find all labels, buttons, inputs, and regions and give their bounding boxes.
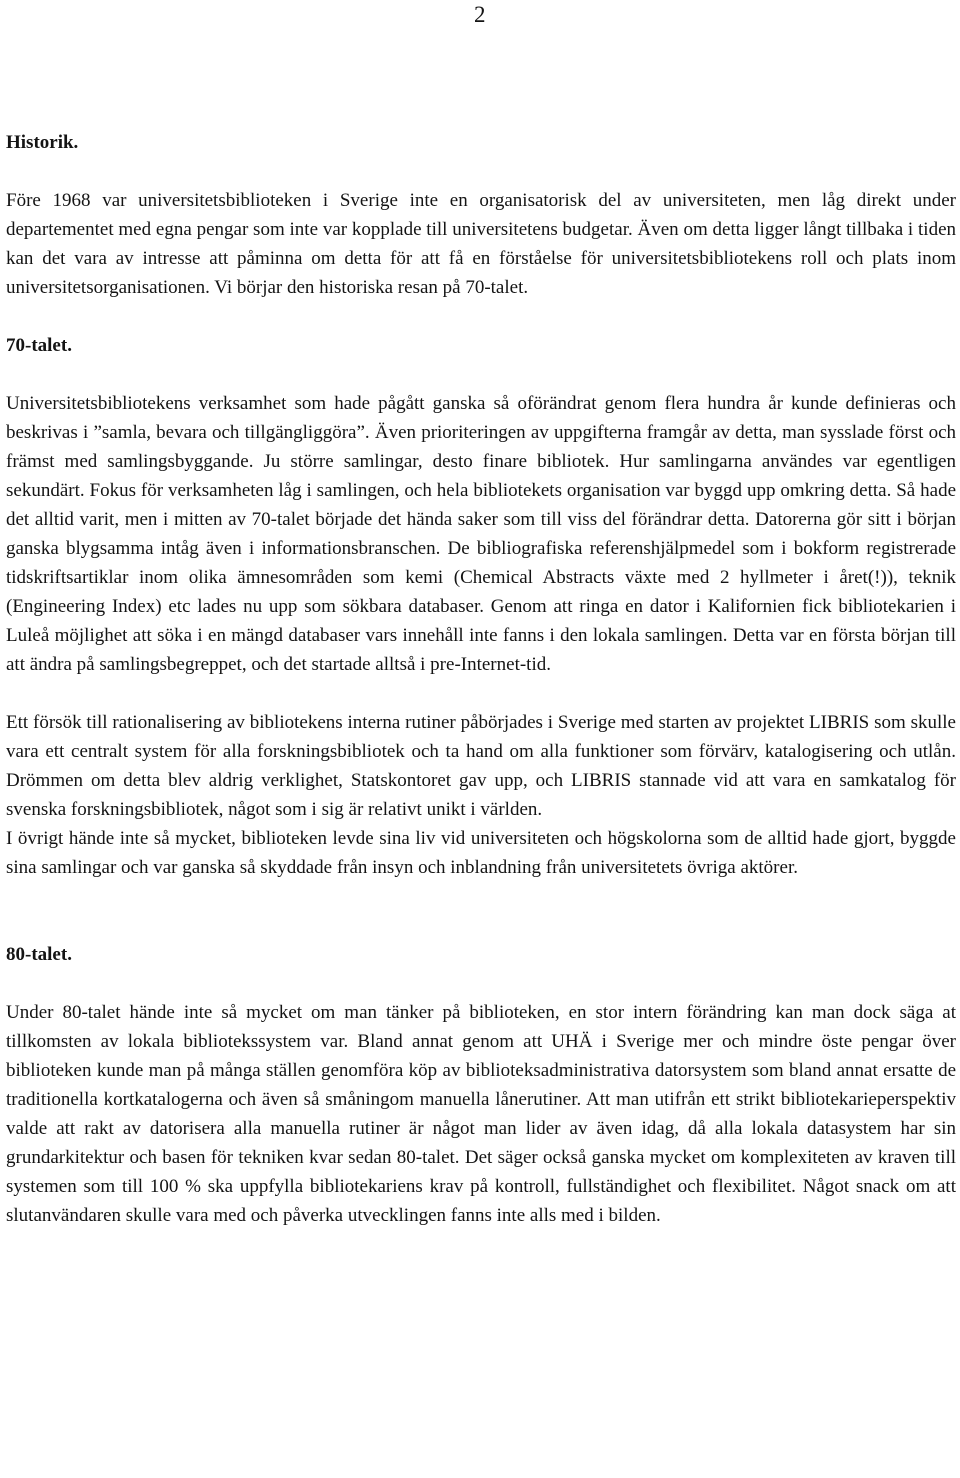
paragraph-70-talet-3: I övrigt hände inte så mycket, biblioteken levde sina liv vid universiteten och högskolorna som de alltid hade gjort, byggde sina samlingar och var ganska så skyddade från insyn och inblandning från universitetets övriga aktörer. <box>6 828 956 878</box>
heading-historik: Historik. <box>6 132 79 153</box>
heading-70-talet: 70-talet. <box>6 335 72 356</box>
paragraph-80-talet-1: Under 80-talet hände inte så mycket om man tänker på biblioteken, en stor intern förändring kan man dock säga at tillkomsten av lokala bibliotekssystem var. Bland annat genom att UHÄ i Sverige mer och mindre öste pengar över biblioteken kunde man på många ställen genomföra köp av biblioteksadministrativa datorsystem som bland annat ersatte de traditionella kortkatalogerna och även så småningom manuella lånerutiner. Att man utifrån ett strikt bibliotekarieperspektiv valde att rakt av datorisera alla manuella rutiner är något man lider av även idag, då alla lokala datasystem har sin grundarkitektur och basen för tekniken kvar sedan 80-talet. Det säger också ganska mycket om komplexiteten av kraven till systemen som till 100 % ska uppfylla bibliotekariens krav på kontroll, fullständighet och flexibilitet. Något snack om att slutanvändaren skulle vara med och påverka utvecklingen fanns inte alls med i bilden. <box>6 1002 956 1226</box>
paragraph-70-talet-2: Ett försök till rationalisering av bibliotekens interna rutiner påbörjades i Sverige med starten av projektet LIBRIS som skulle vara ett centralt system för alla forskningsbibliotek och ta hand om alla funktioner som förvärv, katalogisering och utlån. Drömmen om detta blev aldrig verklighet, Statskontoret gav upp, och LIBRIS stannade vid att vara en samkatalog för svenska forskningsbibliotek, något som i sig är relativt unikt i världen. <box>6 712 956 820</box>
paragraph-historik-1: Före 1968 var universitetsbiblioteken i Sverige inte en organisatorisk del av universiteten, men låg direkt under departementet med egna pengar som inte var kopplade till universitetens budgetar. Även om detta ligger långt tillbaka i tiden kan det vara av intresse att påminna om detta för att få en förståelse för universitetsbibliotekens roll och plats inom universitetsorganisationen. Vi börjar den historiska resan på 70-talet. <box>6 190 956 298</box>
document-body <box>6 128 956 1230</box>
heading-80-talet: 80-talet. <box>6 944 72 965</box>
page-number: 2 <box>474 2 486 27</box>
paragraph-70-talet-1: Universitetsbibliotekens verksamhet som hade pågått ganska så oförändrat genom flera hundra år kunde definieras och beskrivas i ”samla, bevara och tillgängliggöra”. Även prioriteringen av uppgifterna framgår av detta, man sysslade först och främst med samlingsbyggande. Ju större samlingar, desto finare bibliotek. Hur samlingarna användes var egentligen sekundärt. Fokus för verksamheten låg i samlingen, och hela bibliotekets organisation var byggd upp omkring detta. Så hade det alltid varit, men i mitten av 70-talet började det hända saker som till viss del förändrar detta. Datorerna gör sitt i början ganska blygsamma intåg även i informationsbranschen. De bibliografiska referenshjälpmedel som i bokform registrerade tidskriftsartiklar inom olika ämnesområden som kemi (Chemical Abstracts växte med 2 hyllmeter i året(!)), teknik (Engineering Index) etc lades nu upp som sökbara databaser. Genom att ringa en dator i Kalifornien fick bibliotekarien i Luleå möjlighet att söka i en mängd databaser vars innehåll inte fanns i den lokala samlingen. Detta var en första början till att ändra på samlingsbegreppet, och det startade alltså i pre-Internet-tid. <box>6 393 956 675</box>
